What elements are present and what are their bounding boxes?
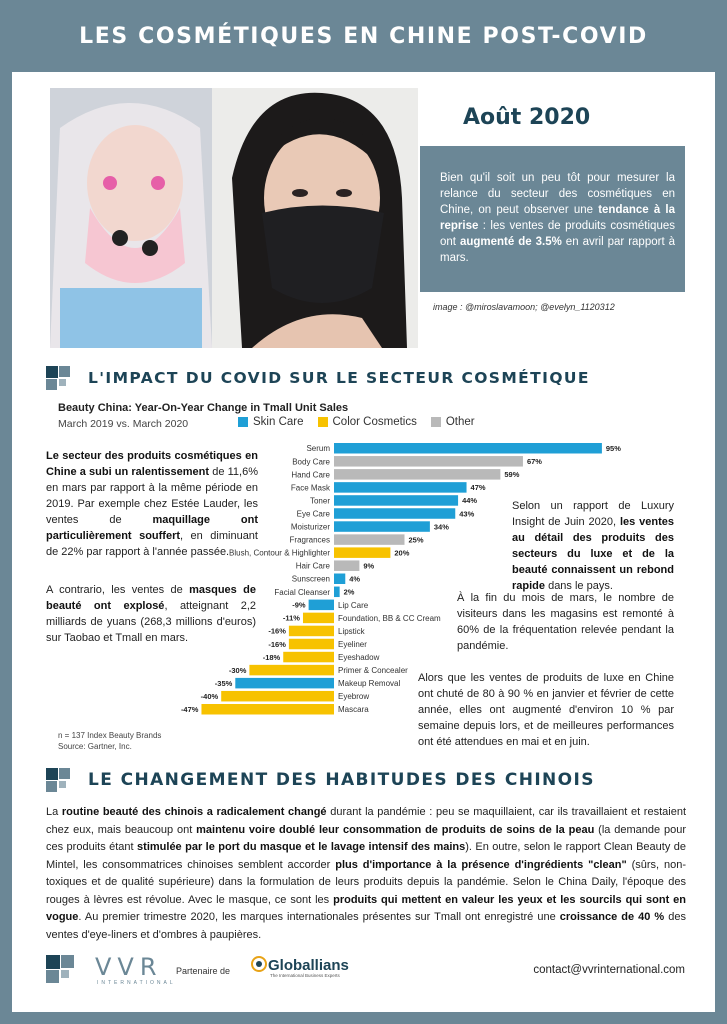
value-label: 20% — [394, 548, 410, 558]
value-label: -47% — [180, 705, 199, 714]
value-label: 2% — [343, 587, 355, 597]
legend-label: Skin Care — [253, 416, 304, 428]
photo-woman-black-mask — [212, 88, 418, 348]
intro-text: en avril par rapport à mars. — [440, 236, 675, 264]
partner-name: Globallians — [268, 956, 349, 974]
value-label: -18% — [262, 652, 281, 662]
vvr-logo-icon — [46, 768, 74, 792]
category-label: Lipstick — [338, 626, 365, 636]
category-label: Eye Care — [296, 509, 330, 519]
value-label: -30% — [228, 665, 247, 675]
category-label: Eyeshadow — [338, 653, 380, 662]
legend-swatch — [318, 417, 328, 427]
value-label: 34% — [433, 522, 449, 532]
legend-label: Other — [445, 416, 475, 428]
text: (sûrs, non-toxiques et de qualité supérieure) dans la formulation de leurs produits depuis la pandémie. Selon le China Daily, l'époque des rouges à lèvres est révolue. Avec le masque, ce sont les — [46, 858, 686, 906]
value-label: 47% — [470, 483, 486, 493]
category-label: Mascara — [338, 705, 369, 715]
category-label: Moisturizer — [290, 522, 330, 532]
category-label: Fragrances — [289, 535, 330, 545]
footer-logo — [46, 955, 92, 983]
text: ). En outre, selon le rapport Clean Beauty de Mintel, les consommatrices chinoises semblent accorder — [46, 841, 686, 871]
text: Selon un rapport de Luxury Insight de Juin 2020, — [512, 500, 674, 528]
right-paragraph-3 — [418, 670, 674, 750]
value-label: -40% — [200, 691, 219, 701]
intro-text: Bien qu'il soit un peu tôt pour mesurer la relance du secteur des cosmétiques en Chine, on peut observer une — [440, 172, 675, 216]
bold-text: maintenu voire doublé leur consommation de produits de soins de la peau — [196, 823, 595, 836]
value-label: 43% — [459, 509, 475, 519]
bold-text: plus d'importance à la présence d'ingrédients "clean" — [335, 858, 627, 871]
text: . Au premier trimestre 2020, les marques internationales présentes sur Tmall ont enregistré une — [78, 911, 560, 923]
bold-text: maquillage ont particulièrement souffert — [46, 514, 258, 542]
globallians-logo — [250, 955, 349, 978]
vvr-brand-sub: INTERNATIONAL — [97, 980, 176, 986]
partner-label: Partenaire de — [176, 966, 231, 976]
category-label: Eyebrow — [338, 692, 370, 702]
text: de 11,6% en mars par rapport à la même période en 2019. Par exemple chez Estée Lauder, les ventes de — [46, 466, 258, 526]
right-paragraph-1 — [512, 498, 674, 594]
bold-text: routine beauté des chinois a radicalement changé — [61, 806, 327, 818]
chart-note-n: n = 137 Index Beauty Brands — [58, 731, 162, 740]
text: durant la pandémie : peu se maquillaient, car ils travaillaient et restaient chez eux, mais beaucoup ont — [46, 806, 686, 836]
chart-source: Source: Gartner, Inc. — [58, 742, 132, 751]
legend-swatch — [431, 417, 441, 427]
text: (la demande pour ces produits étant — [46, 823, 686, 853]
contact-email[interactable]: contact@vvrinternational.com — [533, 964, 685, 976]
left-paragraph-2 — [46, 582, 256, 646]
text: La — [46, 806, 62, 818]
title-bar — [0, 0, 727, 72]
text: dans le pays. — [545, 580, 613, 592]
legend-swatch — [238, 417, 248, 427]
category-label: Toner — [309, 496, 330, 506]
image-credit: image : @miroslavamoon; @evelyn_1120312 — [433, 302, 615, 312]
category-label: Sunscreen — [291, 574, 330, 584]
text: des ventes d'eye-liners et d'ombres à paupières. — [46, 911, 686, 941]
value-label: 59% — [504, 470, 520, 480]
photo-woman-pink-mask — [50, 88, 212, 348]
legend-label: Color Cosmetics — [332, 416, 417, 428]
category-label: Face Mask — [290, 483, 330, 493]
bold-text: Le secteur des produits cosmétiques en Chine a subi un ralentissement — [46, 450, 258, 478]
category-label: Foundation, BB & CC Cream — [338, 613, 441, 623]
value-label: -11% — [282, 613, 300, 623]
section-title: LE CHANGEMENT DES HABITUDES DES CHINOIS — [88, 770, 595, 790]
bold-text: masques de beauté ont explosé — [46, 584, 256, 612]
category-label: Makeup Removal — [338, 679, 401, 689]
right-paragraph-2 — [457, 590, 674, 654]
bottom-paragraph — [46, 804, 686, 944]
value-label: -16% — [268, 626, 286, 636]
text: , en diminuant de 22% par rapport à l'année passée. — [46, 530, 258, 558]
text: , atteignant 2,2 milliards de yuans (268,3 millions d'euros) sur Taobao et Tmall en mars. — [46, 600, 257, 644]
intro-box — [420, 146, 685, 292]
vvr-brand: VVR — [95, 953, 163, 981]
legend-item — [238, 416, 304, 428]
intro-bold: augmenté de 3.5% — [459, 236, 562, 248]
bold-text: les ventes au détail des produits des secteurs du luxe et de la beauté connaissent un rebond rapide — [512, 516, 674, 592]
section-heading-covid-impact — [46, 366, 590, 390]
chart-title: Beauty China: Year-On-Year Change in Tmall Unit Sales — [58, 402, 349, 414]
value-label: 9% — [363, 561, 375, 571]
section-title: L'IMPACT DU COVID SUR LE SECTEUR COSMÉTIQUE — [88, 369, 590, 387]
text: À la fin du mois de mars, le nombre de visiteurs dans les magasins est remonté à 60% de la fréquentation relevée pendant la pandémie. — [457, 592, 674, 652]
chart-subtitle: March 2019 vs. March 2020 — [58, 418, 189, 430]
category-label: Serum — [306, 444, 330, 454]
category-label: Blush, Contour & Highlighter — [229, 548, 330, 558]
chart-legend — [238, 416, 475, 428]
bold-text: produits qui mettent en valeur les yeux et les sourcils qui sont en vogue — [46, 893, 687, 923]
vvr-logo-icon — [46, 366, 74, 390]
value-label: 25% — [408, 535, 424, 545]
category-label: Lip Care — [338, 600, 369, 610]
category-label: Facial Cleanser — [274, 587, 330, 597]
partner-tagline: The International Business Experts — [270, 973, 340, 978]
bold-text: croissance de 40 % — [559, 911, 665, 923]
value-label: 95% — [605, 444, 621, 453]
value-label: -9% — [292, 600, 306, 610]
legend-item — [318, 416, 417, 428]
value-label: 4% — [349, 574, 361, 584]
category-label: Primer & Concealer — [338, 666, 408, 676]
value-label: 44% — [462, 496, 478, 506]
text: Alors que les ventes de produits de luxe en Chine ont chuté de 80 à 90 % en janvier et février de cette année, elles ont augmenté d'environ 10 % par semaine depuis lors, et de meilleures performances ont été attendues en mai et en juin. — [418, 672, 674, 748]
section-heading-habits — [46, 768, 595, 792]
intro-bold: tendance à la reprise — [440, 204, 675, 232]
category-label: Hair Care — [295, 561, 330, 571]
date-heading: Août 2020 — [463, 105, 591, 130]
legend-item — [431, 416, 475, 428]
value-label: -16% — [268, 639, 286, 649]
bold-text: stimulée par le port du masque et le lavage intensif des mains — [137, 841, 466, 853]
vvr-logo-icon — [46, 955, 78, 983]
category-label: Body Care — [292, 457, 330, 467]
value-label: -35% — [214, 678, 233, 688]
left-paragraph-1 — [46, 448, 258, 560]
category-label: Hand Care — [291, 470, 330, 480]
text: A contrario, les ventes de — [46, 584, 190, 596]
value-label: 67% — [526, 457, 542, 467]
intro-text: : les ventes de produits cosmétiques ont — [440, 220, 675, 248]
globallians-icon — [250, 955, 268, 975]
page-title: LES COSMÉTIQUES EN CHINE POST-COVID — [79, 23, 648, 49]
category-label: Eyeliner — [338, 639, 367, 649]
